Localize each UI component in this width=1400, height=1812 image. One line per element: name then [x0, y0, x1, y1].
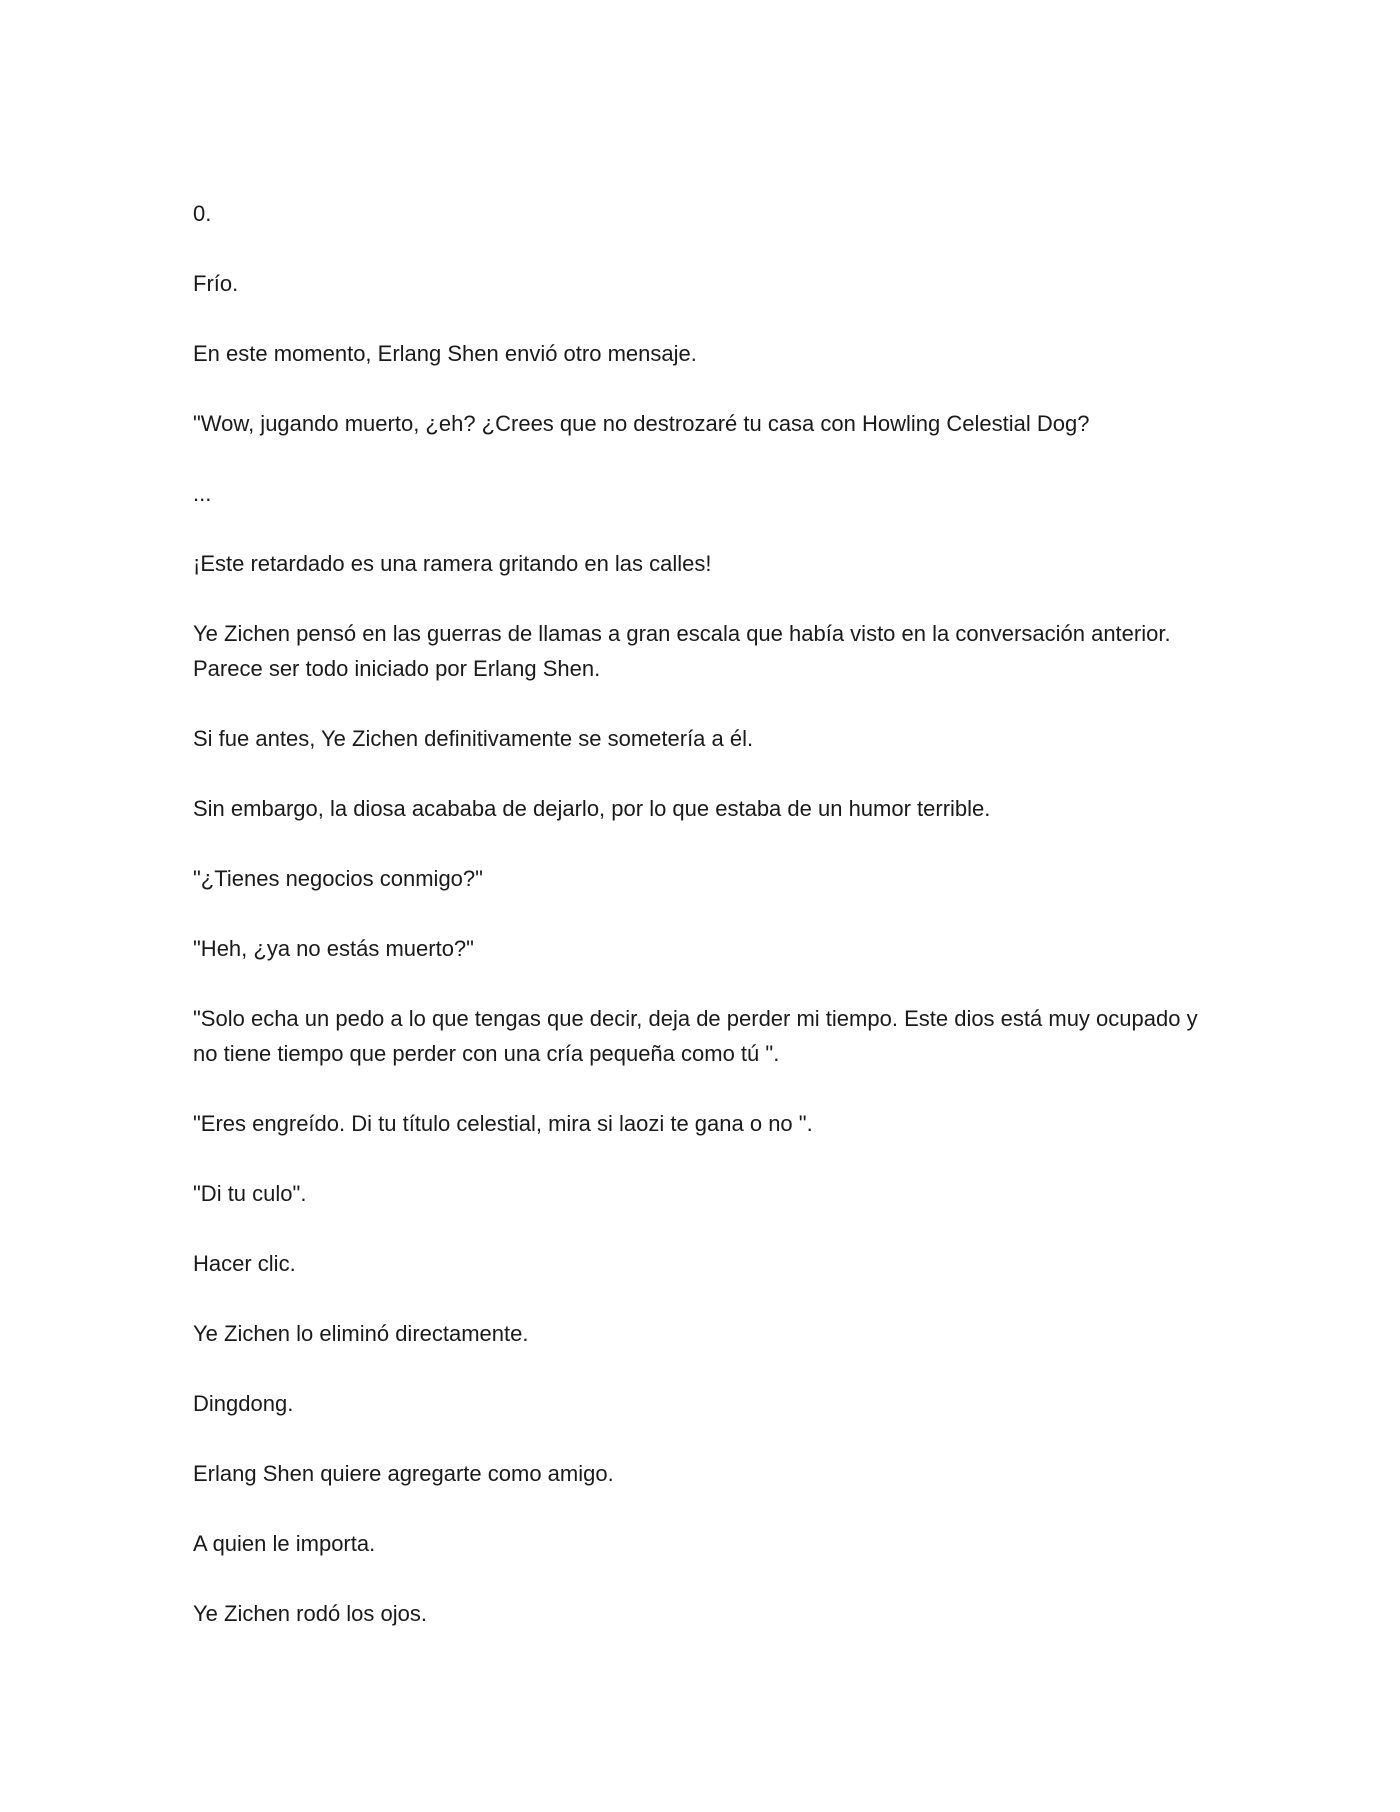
paragraph: "Solo echa un pedo a lo que tengas que decir, deja de perder mi tiempo. Este dios está muy ocupado y no tiene tiempo que perder con una cría pequeña como tú ".: [193, 1006, 1198, 1066]
paragraph: A quien le importa.: [193, 1531, 376, 1556]
paragraph: "Di tu culo".: [193, 1181, 307, 1206]
paragraph: ¡Este retardado es una ramera gritando en las calles!: [193, 551, 712, 576]
paragraph: En este momento, Erlang Shen envió otro mensaje.: [193, 341, 697, 366]
paragraph: ...: [193, 481, 212, 506]
paragraph: Dingdong.: [193, 1391, 294, 1416]
paragraph: "¿Tienes negocios conmigo?": [193, 866, 483, 891]
paragraph: Ye Zichen lo eliminó directamente.: [193, 1321, 529, 1346]
document-body: [193, 196, 1223, 1666]
paragraph: Frío.: [193, 271, 239, 296]
paragraph: Si fue antes, Ye Zichen definitivamente se sometería a él.: [193, 726, 754, 751]
paragraph: 0.: [193, 201, 212, 226]
paragraph: Erlang Shen quiere agregarte como amigo.: [193, 1461, 614, 1486]
paragraph: Ye Zichen rodó los ojos.: [193, 1601, 427, 1626]
paragraph: "Wow, jugando muerto, ¿eh? ¿Crees que no destrozaré tu casa con Howling Celestial Dog?: [193, 411, 1090, 436]
paragraph: "Eres engreído. Di tu título celestial, mira si laozi te gana o no ".: [193, 1111, 813, 1136]
paragraph: Sin embargo, la diosa acababa de dejarlo, por lo que estaba de un humor terrible.: [193, 796, 991, 821]
paragraph: "Heh, ¿ya no estás muerto?": [193, 936, 474, 961]
paragraph: Ye Zichen pensó en las guerras de llamas a gran escala que había visto en la conversación anterior. Parece ser todo iniciado por Erlang Shen.: [193, 621, 1171, 681]
paragraph: Hacer clic.: [193, 1251, 296, 1276]
